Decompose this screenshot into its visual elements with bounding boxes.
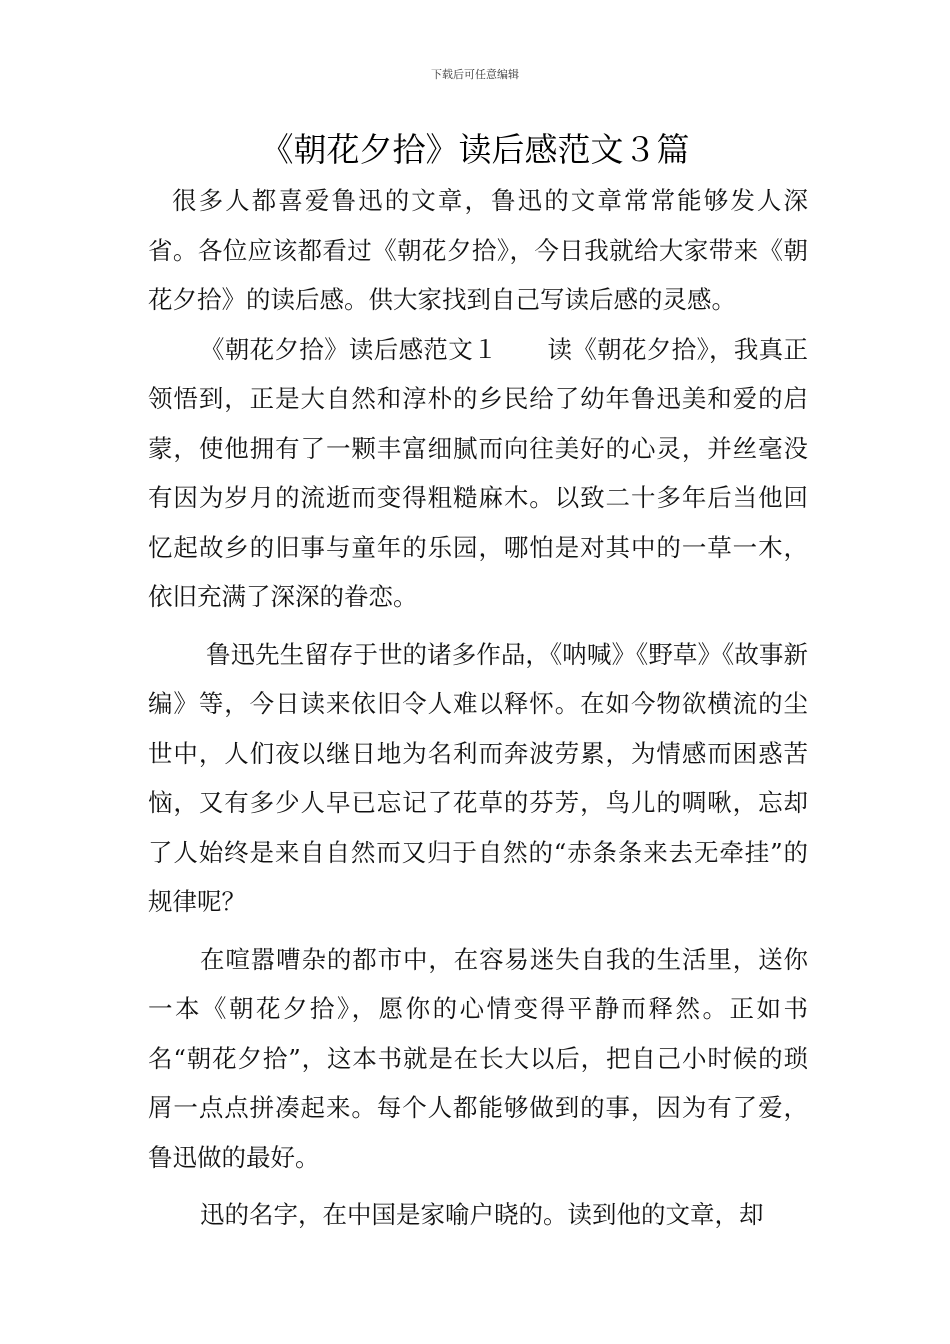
paragraph-essay-1: 《朝花夕拾》读后感范文１ 读《朝花夕拾》，我真正领悟到，正是大自然和淳朴的乡民给了幼年鲁迅美和爱的启蒙，使他拥有了一颗丰富细腻而向往美好的心灵，并丝毫没有因为岁月的流逝而变得粗糙麻木。以致二十多年后当他回忆起故乡的旧事与童年的乐园，哪怕是对其中的一草一木，依旧充满了深深的眷恋。 — [148, 334, 808, 611]
paragraph-gap — [148, 1182, 808, 1190]
paragraph-intro: 很多人都喜爱鲁迅的文章，鲁迅的文章常常能够发人深省。各位应该都看过《朝花夕拾》，今日我就给大家带来《朝花夕拾》的读后感。供大家找到自己写读后感的灵感。 — [148, 186, 808, 314]
paragraph-gap — [148, 927, 808, 935]
paragraph-city: 在喧嚣嘈杂的都市中，在容易迷失自我的生活里，送你一本《朝花夕拾》，愿你的心情变得平静而释然。正如书名“朝花夕拾”，这本书就是在长大以后，把自己小时候的琐屑一点点拼凑起来。每个人都能够做到的事，因为有了爱，鲁迅做的最好。 — [148, 944, 808, 1172]
paragraph-works: 鲁迅先生留存于世的诸多作品，《呐喊》《野草》《故事新编》等，今日读来依旧令人难以释怀。在如今物欲横流的尘世中，人们夜以继日地为名利而奔波劳累，为情感而困惑苦恼，又有多少人早已忘记了花草的芬芳，鸟儿的啁啾，忘却了人始终是来自自然而又归于自然的“赤条条来去无牵挂”的规律呢？ — [148, 639, 808, 916]
document-body — [148, 176, 808, 1240]
header-note: 下载后可任意编辑 — [431, 68, 519, 81]
paragraph-name: 迅的名字，在中国是家喻户晓的。读到他的文章，却 — [200, 1200, 764, 1229]
paragraph-gap — [148, 622, 808, 630]
document-title: 《朝花夕拾》读后感范文３篇 — [260, 130, 690, 169]
